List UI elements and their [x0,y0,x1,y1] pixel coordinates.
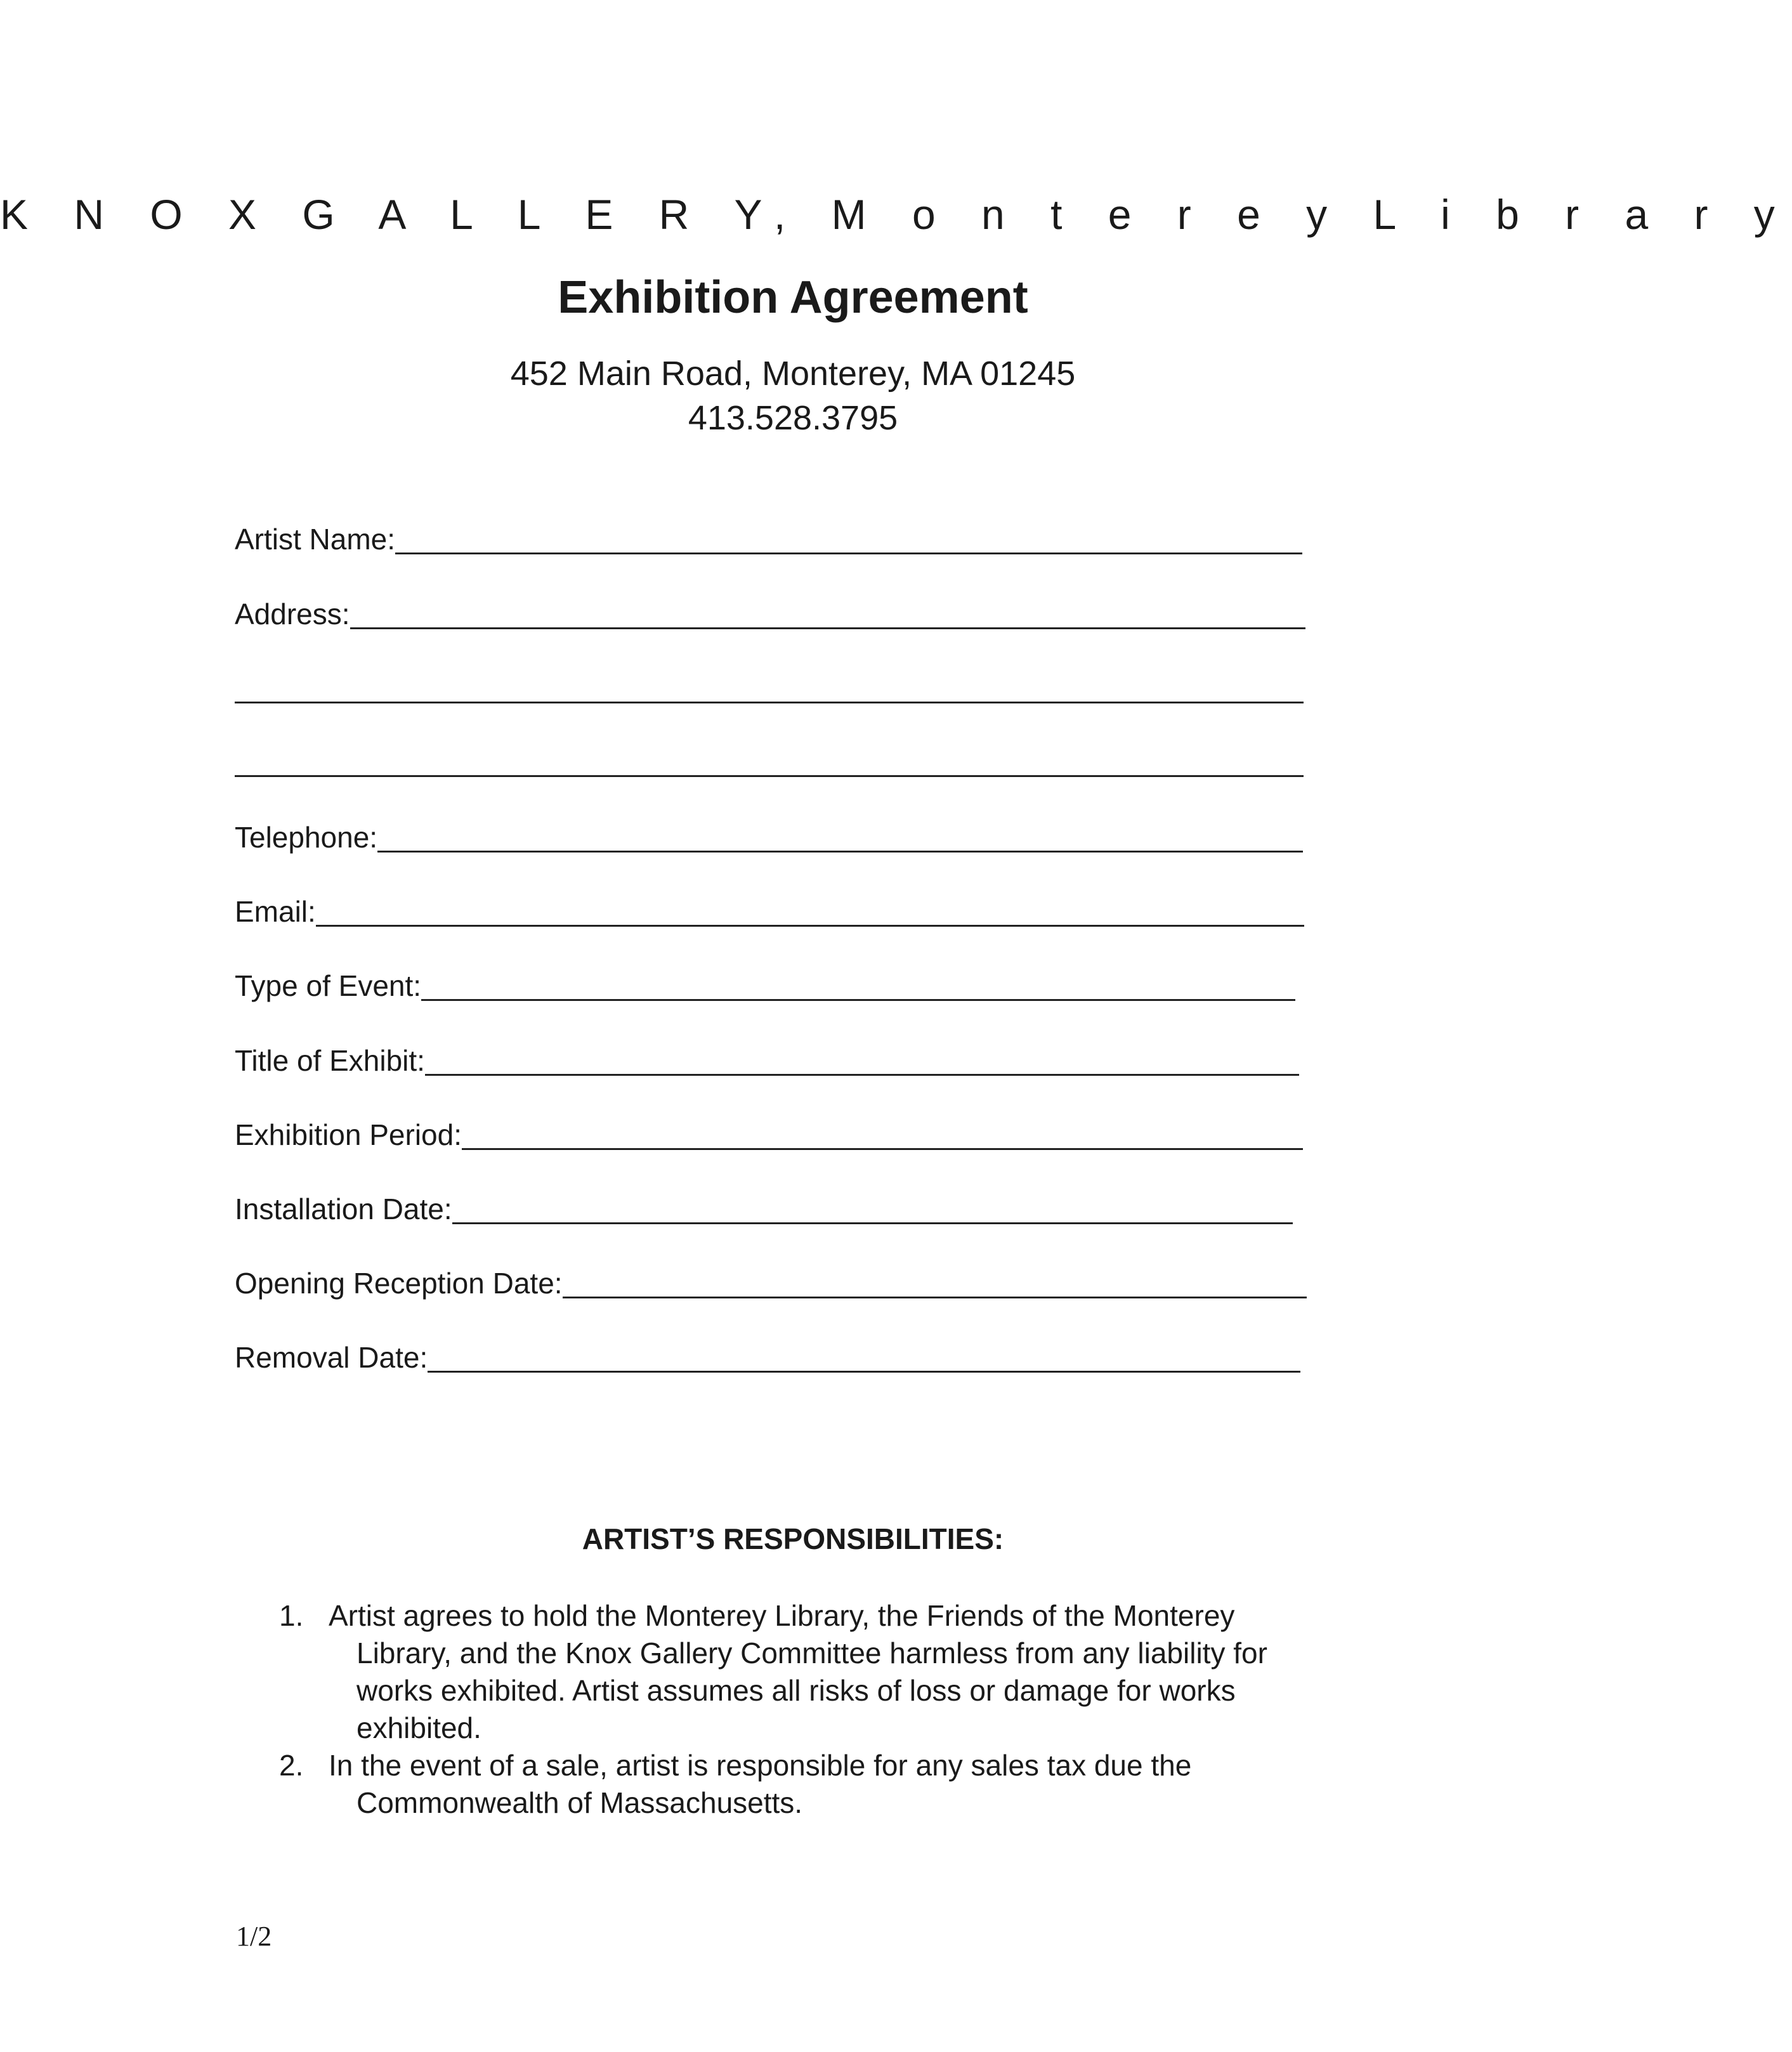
list-item-continuation: Library, and the Knox Gallery Committee harmless from any liability for works exhibited. Artist assumes all risks of loss or damage for works exhibited. [356,1637,1267,1744]
list-item-text [279,1597,1345,1747]
address-line-2[interactable] [235,702,1304,703]
document-title: Exhibition Agreement [558,272,1028,323]
removal-date-label: Removal Date: [235,1341,428,1374]
artist-name-label: Artist Name: [235,523,396,556]
responsibilities-heading: ARTIST’S RESPONSIBILITIES: [582,1522,1004,1555]
opening-reception-date-line[interactable] [563,1297,1307,1298]
type-of-event-line[interactable] [421,999,1295,1001]
title-of-exhibit-field[interactable] [235,1034,1299,1078]
gallery-title: K N O X G A L L E R Y, M o n t e r e y L i b r a r y [0,191,1792,238]
telephone-line[interactable] [377,851,1303,853]
email-field[interactable] [235,885,1304,929]
opening-reception-date-field[interactable] [235,1257,1307,1301]
opening-reception-date-label: Opening Reception Date: [235,1267,563,1300]
email-line[interactable] [316,925,1304,927]
installation-date-label: Installation Date: [235,1193,452,1225]
telephone-field[interactable] [235,811,1303,855]
gallery-address: 452 Main Road, Monterey, MA 01245 [510,355,1076,393]
type-of-event-field[interactable] [235,959,1295,1003]
title-of-exhibit-label: Title of Exhibit: [235,1044,425,1077]
removal-date-line[interactable] [428,1371,1300,1373]
responsibility-item [279,1597,1345,1747]
list-item-first-line: In the event of a sale, artist is responsible for any sales tax due the [329,1749,1192,1782]
title-of-exhibit-line[interactable] [425,1074,1299,1076]
responsibility-item [279,1747,1345,1822]
address-line-1[interactable] [350,627,1305,629]
address-label: Address: [235,598,350,631]
removal-date-field[interactable] [235,1331,1300,1375]
telephone-label: Telephone: [235,821,378,854]
email-label: Email: [235,895,316,928]
exhibition-period-label: Exhibition Period: [235,1118,462,1151]
page-number: 1/2 [236,1921,272,1952]
list-item-first-line: Artist agrees to hold the Monterey Library, the Friends of the Monterey [329,1599,1235,1632]
type-of-event-label: Type of Event: [235,969,422,1002]
list-number: 2. [279,1749,304,1782]
exhibition-period-field[interactable] [235,1108,1303,1153]
exhibition-period-line[interactable] [462,1148,1303,1150]
list-item-continuation: Commonwealth of Massachusetts. [356,1786,803,1819]
artist-name-line[interactable] [395,552,1302,554]
address-field[interactable] [235,587,1305,632]
installation-date-field[interactable] [235,1182,1293,1227]
address-line-3[interactable] [235,775,1304,777]
installation-date-line[interactable] [452,1222,1293,1224]
artist-name-field[interactable] [235,513,1302,557]
gallery-phone: 413.528.3795 [688,399,898,437]
list-number: 1. [279,1599,304,1632]
list-item-text [279,1747,1345,1822]
